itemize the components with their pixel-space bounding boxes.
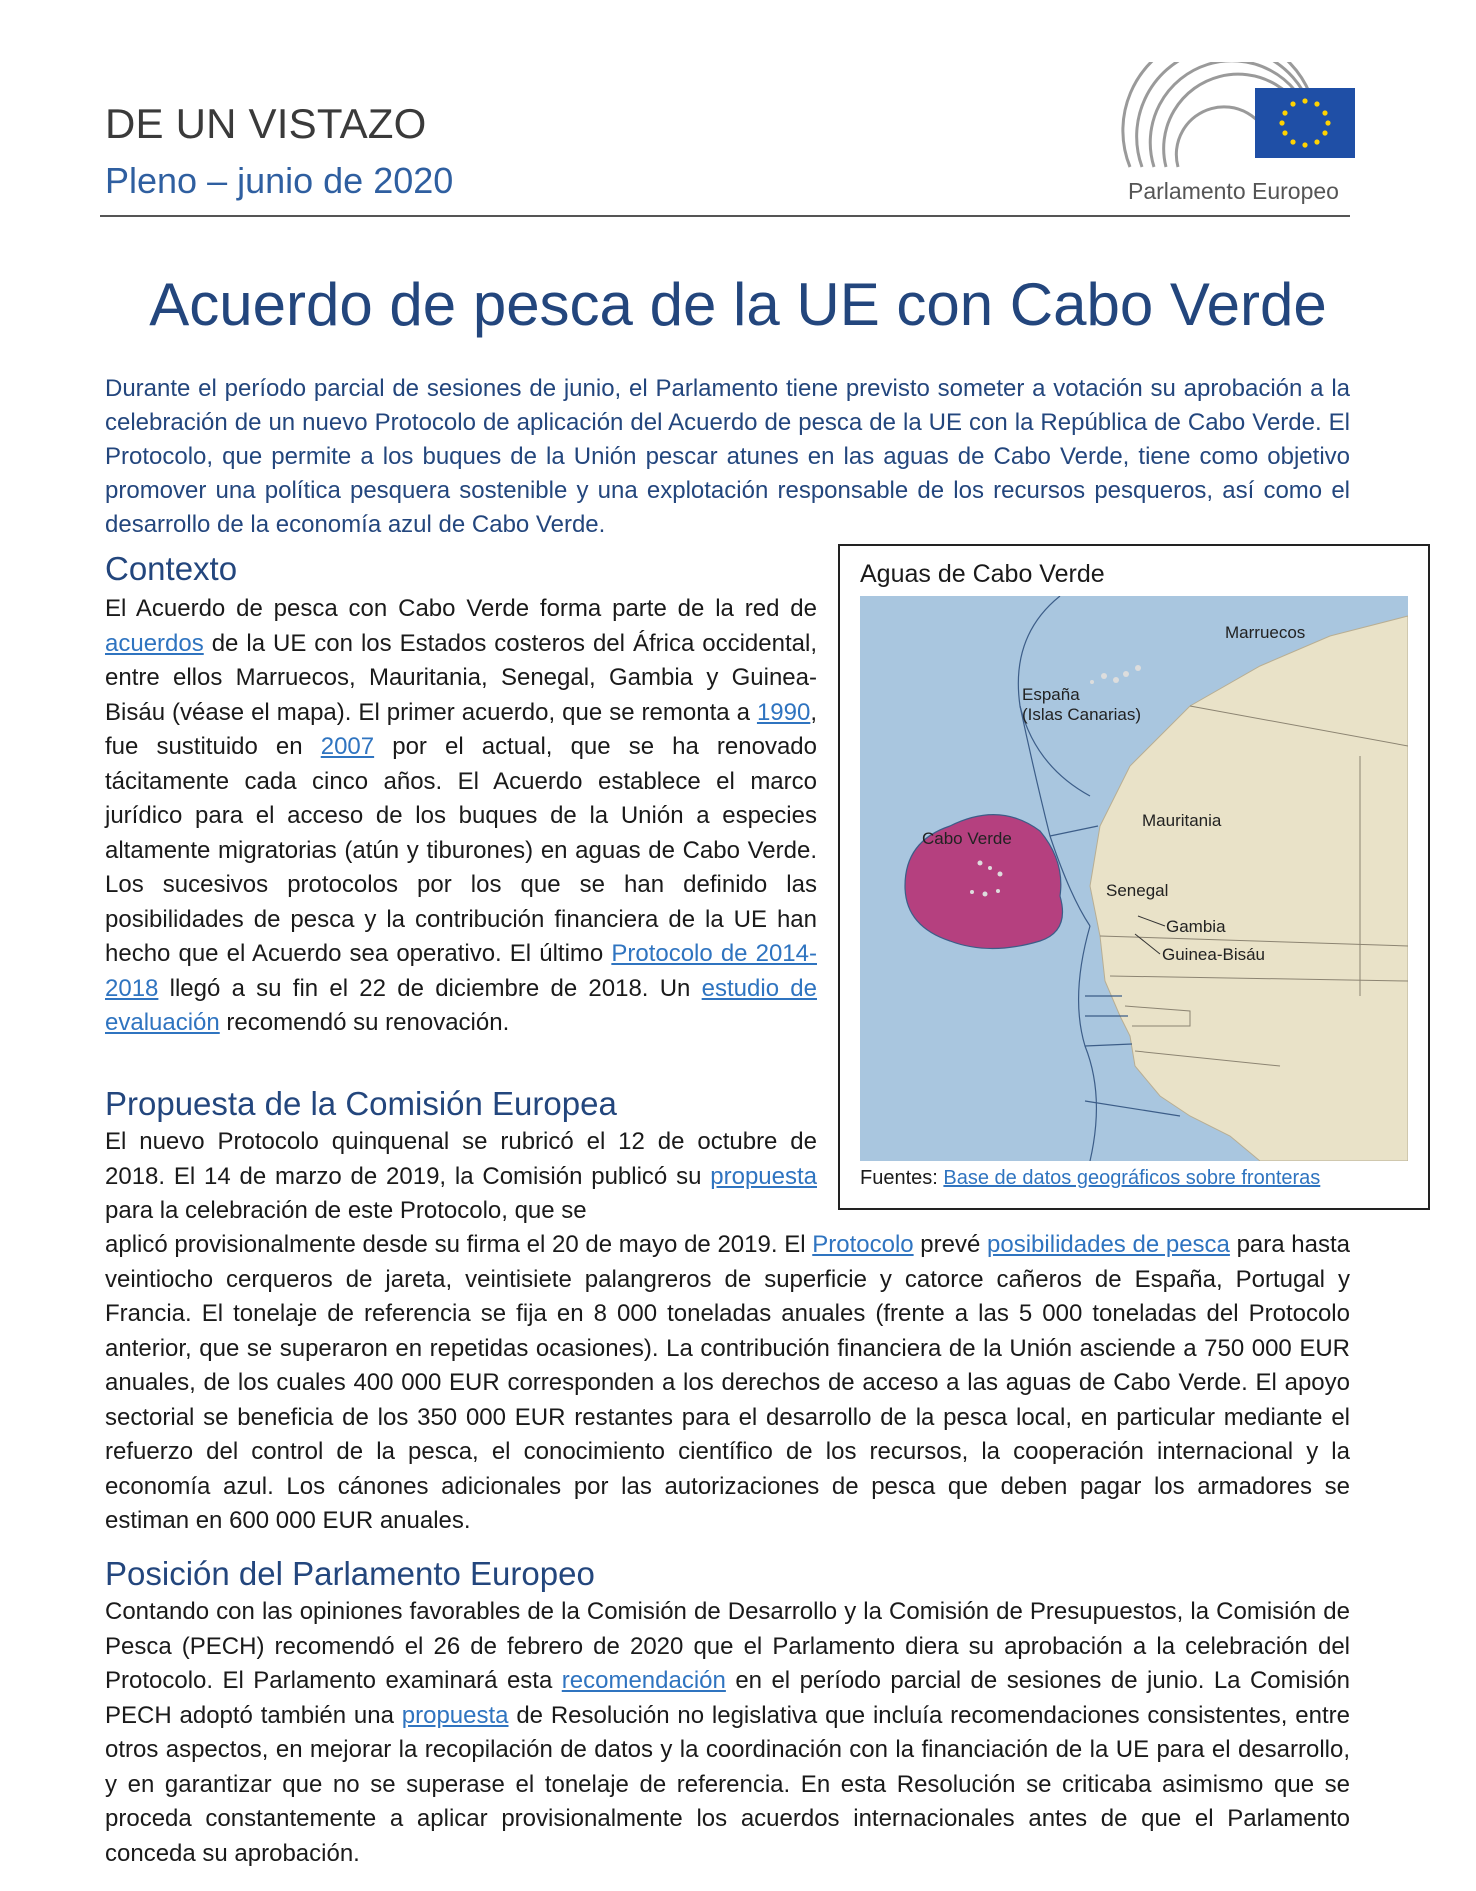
link-propuesta-comision[interactable]: propuesta [710, 1162, 817, 1190]
map-label-morocco: Marruecos [1225, 623, 1306, 642]
map-label-mauritania: Mauritania [1142, 811, 1222, 830]
map-label-guinea-bissau: Guinea-Bisáu [1162, 945, 1266, 964]
link-estudio-evaluacion[interactable]: estudio de evaluación [105, 974, 817, 1036]
header-divider [100, 215, 1350, 217]
map-label-canary-islands: (Islas Canarias) [1022, 705, 1142, 724]
map-label-cape-verde: Cabo Verde [922, 829, 1012, 848]
proposal-paragraph-top: El nuevo Protocolo quinquenal se rubricó el 12 de octubre de 2018. El 14 de marzo de 2019, la Comisión publicó su propuesta para la celebración de este Protocolo, que se [105, 1128, 817, 1224]
map-source: Fuentes: Base de datos geográficos sobre fronteras [860, 1167, 1321, 1189]
map-title: Aguas de Cabo Verde [860, 560, 1105, 588]
link-source-database[interactable]: Base de datos geográficos sobre fronteras [943, 1167, 1321, 1189]
link-propuesta-resolucion[interactable]: propuesta [401, 1701, 509, 1729]
logo-caption: Parlamento Europeo [1128, 178, 1339, 204]
link-protocolo-2014-2018[interactable]: Protocolo de 2014-2018 [105, 940, 817, 1002]
cape-verde-waters-map [860, 596, 1408, 1161]
map-label-spain: España [1022, 685, 1080, 704]
position-paragraph: Contando con las opiniones favorables de la Comisión de Desarrollo y la Comisión de Presupuestos, la Comisión de Pesca (PECH) recomendó el 26 de febrero de 2020 que el Parlamento diera su aprobación a la celebración del Protocolo. El Parlamento examinará esta recomendación en el período parcial de sesiones de junio. La Comisión PECH adoptó también una propuesta de Resolución no legislativa que incluía recomendaciones consistentes, entre otros aspectos, en mejorar la recopilación de datos y la coordinación con la financiación de la UE para el desarrollo, y en garantizar que no se superase el tonelaje de referencia. En esta Resolución se criticaba asimismo que se proceda constantemente a aplicar provisionalmente los acuerdos internacionales antes de que el Parlamento conceda su aprobación. [105, 1598, 1350, 1867]
link-2007[interactable]: 2007 [320, 733, 375, 760]
publication-subtitle: Pleno – junio de 2020 [105, 160, 454, 201]
link-recomendacion[interactable]: recomendación [561, 1667, 726, 1694]
page-title: Acuerdo de pesca de la UE con Cabo Verde [149, 271, 1327, 338]
map-label-senegal: Senegal [1106, 881, 1169, 900]
section-heading-context: Contexto [105, 550, 238, 587]
publication-series: DE UN VISTAZO [105, 100, 427, 147]
link-posibilidades-pesca[interactable]: posibilidades de pesca [987, 1231, 1230, 1258]
section-heading-position: Posición del Parlamento Europeo [105, 1555, 595, 1592]
section-heading-proposal: Propuesta de la Comisión Europea [105, 1085, 617, 1122]
proposal-paragraph-bottom: aplicó provisionalmente desde su firma el 20 de mayo de 2019. El Protocolo prevé posibilidades de pesca para hasta veintiocho cerqueros de jareta, veintisiete palangreros de superficie y catorce cañeros de España, Portugal y Francia. El tonelaje de referencia se fija en 8 000 toneladas anuales (frente a las 5 000 toneladas del Protocolo anterior, que se superaron en repetidas ocasiones). La contribución financiera de la Unión asciende a 750 000 EUR anuales, de los cuales 400 000 EUR corresponden a los derechos de acceso a las aguas de Cabo Verde. El apoyo sectorial se beneficia de los 350 000 EUR restantes para el desarrollo de la pesca local, en particular mediante el refuerzo del control de la pesca, el conocimiento científico de los recursos, la cooperación internacional y la economía azul. Los cánones adicionales por las autorizaciones de pesca que deben pagar los armadores se estiman en 600 000 EUR anuales. [105, 1231, 1351, 1534]
context-paragraph: El Acuerdo de pesca con Cabo Verde forma parte de la red de acuerdos de la UE con los Estados costeros del África occidental, entre ellos Marruecos, Mauritania, Senegal, Gambia y Guinea-Bisáu (véase el mapa). El primer acuerdo, que se remonta a 1990, fue sustituido en 2007 por el actual, que se ha renovado tácitamente cada cinco años. El Acuerdo establece el marco jurídico para el acceso de los buques de la Unión a especies altamente migratorias (atún y tiburones) en aguas de Cabo Verde. Los sucesivos protocolos por los que se han definido las posibilidades de pesca y la contribución financiera de la UE han hecho que el Acuerdo sea operativo. El último Protocolo de 2014-2018 llegó a su fin el 22 de diciembre de 2018. Un estudio de evaluación recomendó su renovación. [105, 595, 818, 1036]
map-figure [838, 544, 1430, 1210]
intro-summary: Durante el período parcial de sesiones de junio, el Parlamento tiene previsto someter a votación su aprobación a la celebración de un nuevo Protocolo de aplicación del Acuerdo de pesca de la UE con la República de Cabo Verde. El Protocolo, que permite a los buques de la Unión pescar atunes en las aguas de Cabo Verde, tiene como objetivo promover una política pesquera sostenible y una explotación responsable de los recursos pesqueros, así como el desarrollo de la economía azul de Cabo Verde. [105, 375, 1350, 538]
link-protocolo[interactable]: Protocolo [812, 1231, 914, 1258]
link-acuerdos[interactable]: acuerdos [105, 629, 204, 657]
map-label-gambia: Gambia [1166, 917, 1226, 936]
link-1990[interactable]: 1990 [756, 698, 811, 726]
